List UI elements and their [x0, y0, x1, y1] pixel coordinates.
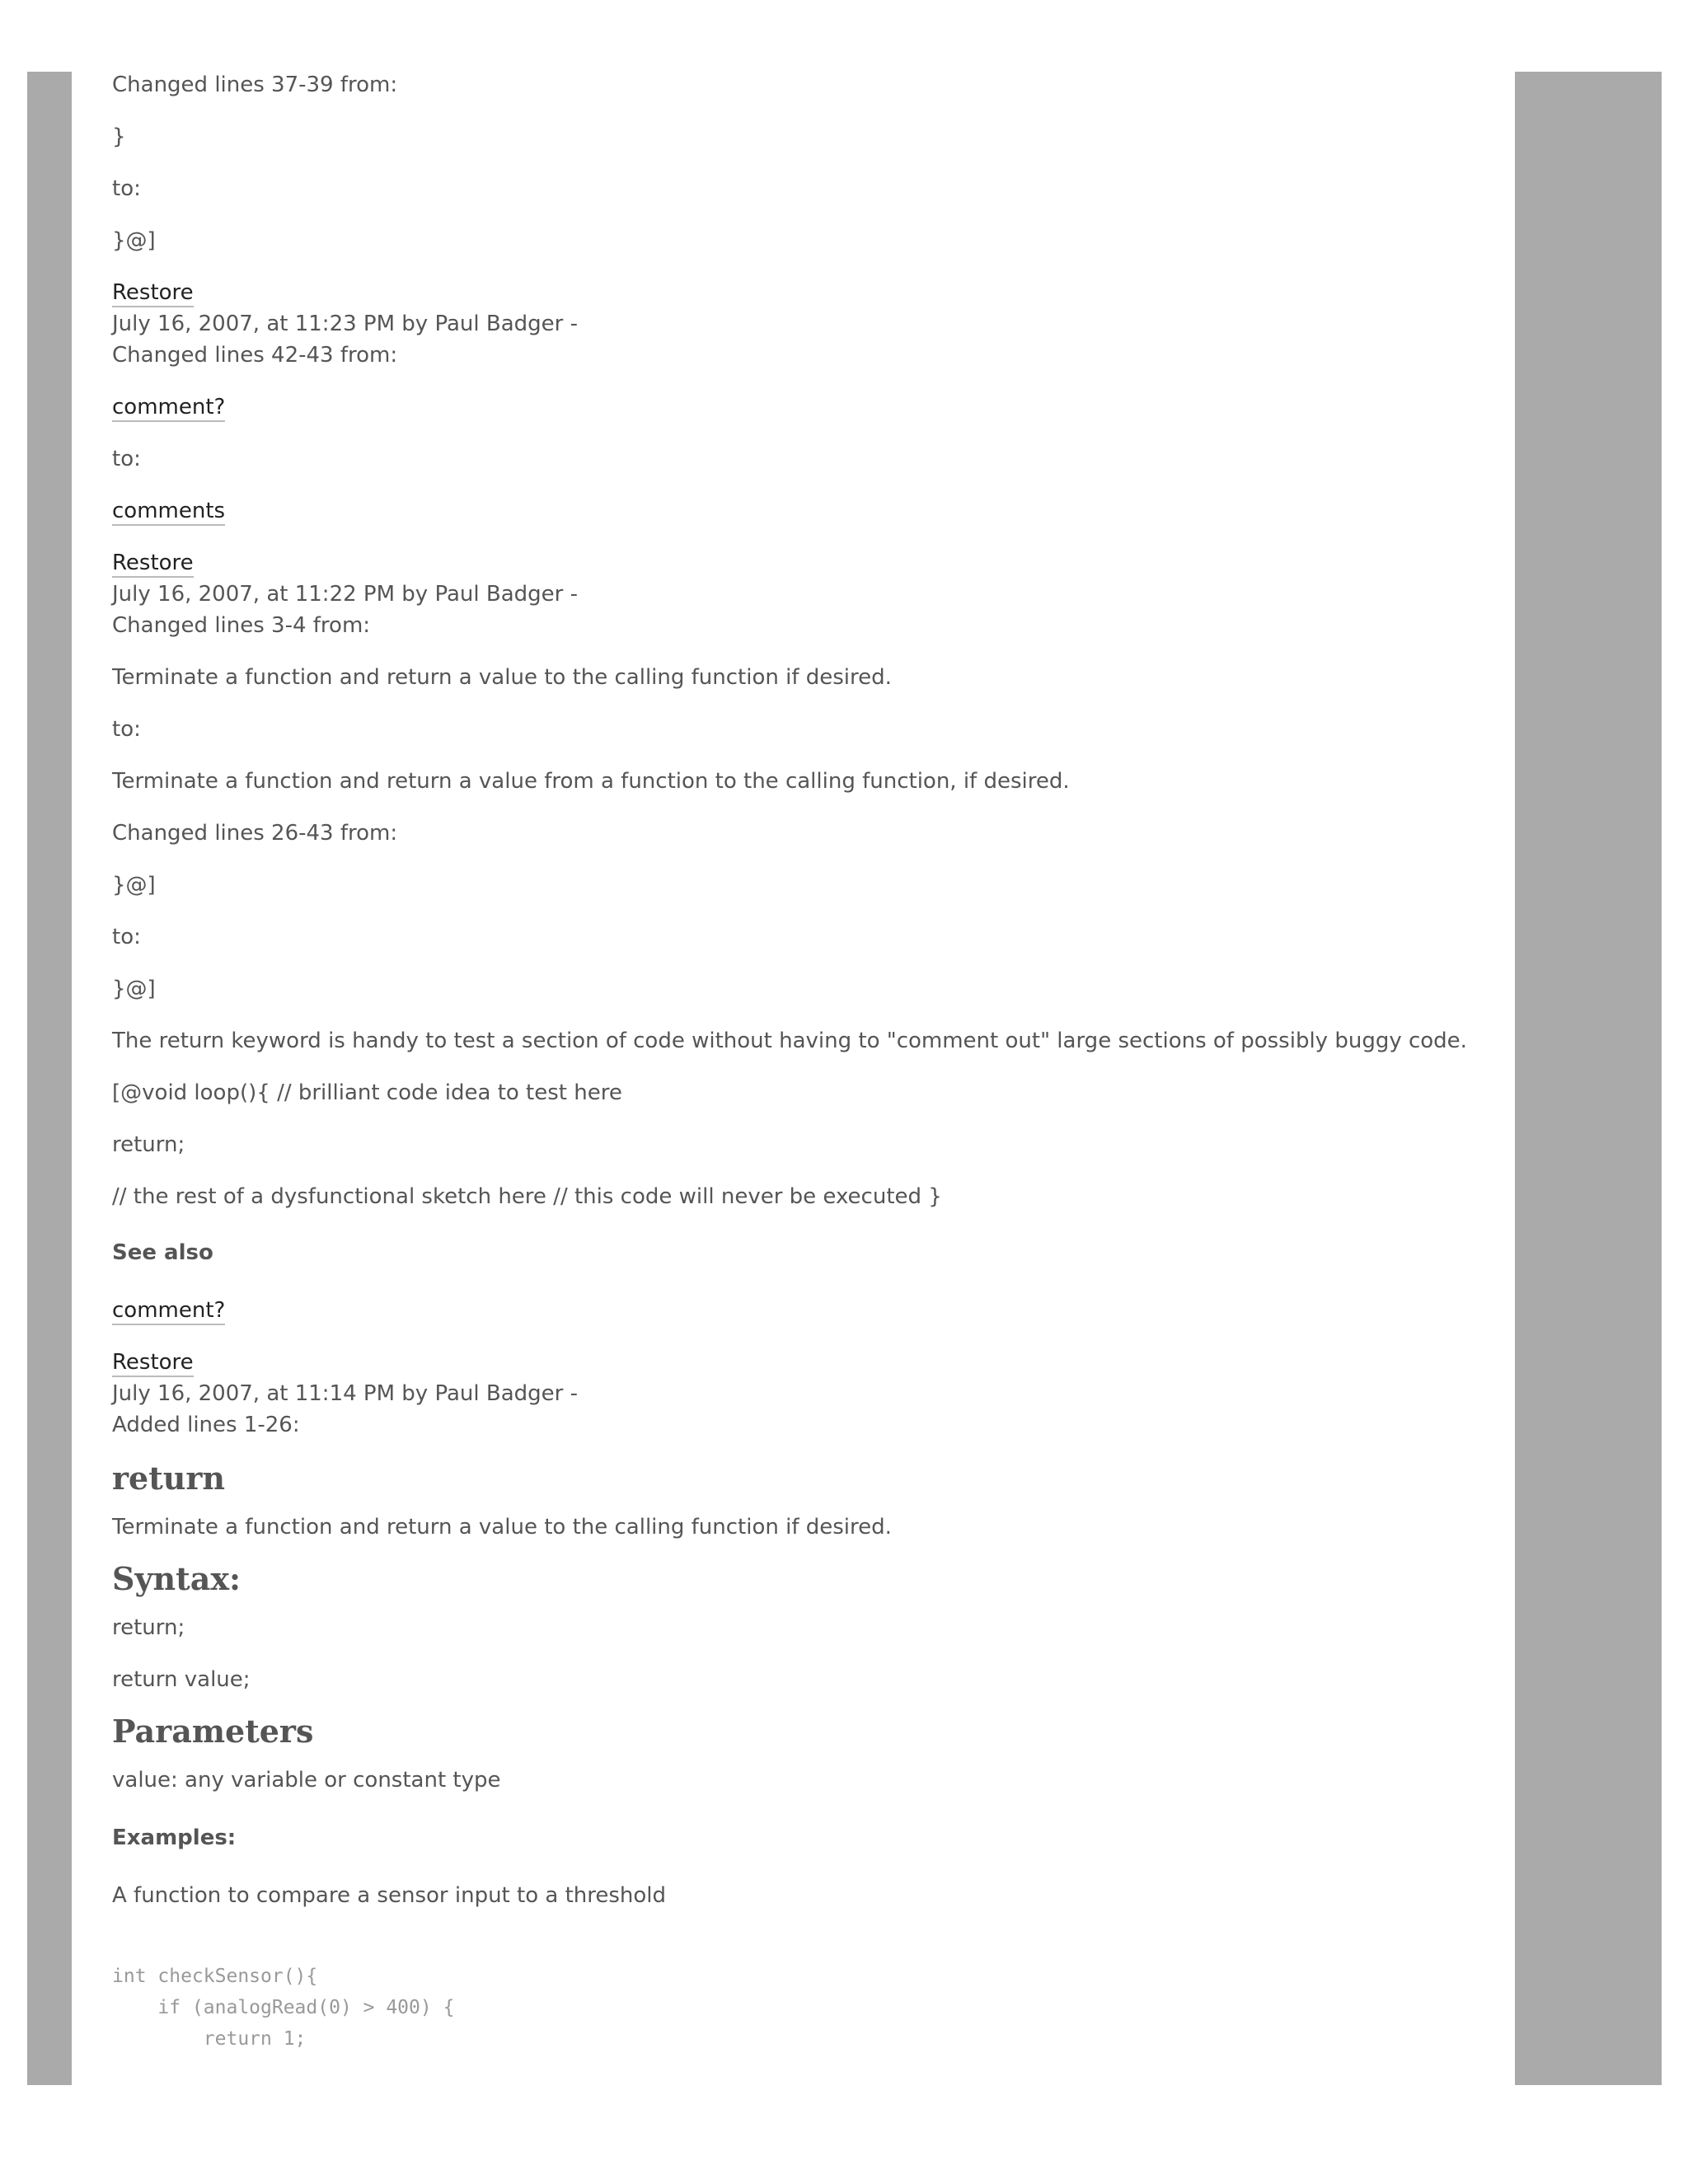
examples-heading: Examples:: [112, 1825, 237, 1850]
change-summary: Added lines 1-26:: [112, 1413, 300, 1437]
comment-link[interactable]: comment?: [112, 1298, 225, 1325]
parameters-heading: Parameters: [112, 1713, 314, 1750]
parameters-text: value: any variable or constant type: [112, 1768, 501, 1793]
diff-paragraph: The return keyword is handy to test a section of code without having to "comment out" large sections of possibly buggy code.: [112, 1029, 1467, 1053]
see-also-row: [112, 1295, 1480, 1326]
restore-link[interactable]: Restore: [112, 551, 194, 578]
diff-from-text: }: [112, 124, 126, 149]
see-also-heading: See also: [112, 1240, 213, 1265]
diff-to-text: }@]: [112, 977, 156, 1001]
diff-to-label: to:: [112, 447, 141, 471]
restore-row: [112, 1347, 1480, 1378]
diff-to-text: }@]: [112, 228, 156, 253]
diff-to-text: Terminate a function and return a value from a function to the calling function, if desired.: [112, 769, 1070, 794]
diff-from-row: [112, 391, 1480, 423]
syntax-line: return;: [112, 1615, 185, 1640]
restore-row: [112, 547, 1480, 579]
diff-to-label: to:: [112, 176, 141, 201]
comment-link[interactable]: comment?: [112, 395, 225, 422]
left-sidebar-bar: [27, 72, 72, 2085]
revision-meta: July 16, 2007, at 11:22 PM by Paul Badger -: [112, 582, 578, 607]
restore-row: [112, 277, 1480, 308]
reference-description: Terminate a function and return a value to the calling function if desired.: [112, 1515, 892, 1540]
diff-from-text: }@]: [112, 873, 156, 898]
change-summary: Changed lines 26-43 from:: [112, 821, 398, 846]
diff-code-line: [@void loop(){ // brilliant code idea to test here: [112, 1080, 622, 1105]
revision-meta: July 16, 2007, at 11:23 PM by Paul Badger -: [112, 312, 578, 336]
code-example: int checkSensor(){ if (analogRead(0) > 400) { return 1;: [112, 1966, 455, 2050]
change-summary: Changed lines 42-43 from:: [112, 343, 398, 368]
restore-link[interactable]: Restore: [112, 280, 194, 307]
diff-to-label: to:: [112, 925, 141, 949]
page-history-content: [112, 69, 1480, 2055]
restore-link[interactable]: Restore: [112, 1350, 194, 1377]
right-sidebar-bar: [1515, 72, 1662, 2085]
examples-text: A function to compare a sensor input to a threshold: [112, 1883, 667, 1908]
diff-to-row: [112, 495, 1480, 527]
comments-link[interactable]: comments: [112, 499, 225, 526]
change-summary: Changed lines 37-39 from:: [112, 73, 398, 97]
diff-to-label: to:: [112, 717, 141, 742]
revision-meta: July 16, 2007, at 11:14 PM by Paul Badger -: [112, 1381, 578, 1406]
diff-from-text: Terminate a function and return a value to the calling function if desired.: [112, 665, 892, 690]
diff-code-line: return;: [112, 1132, 185, 1157]
change-summary: Changed lines 3-4 from:: [112, 613, 371, 638]
syntax-heading: Syntax:: [112, 1560, 241, 1597]
syntax-line: return value;: [112, 1667, 251, 1692]
diff-code-line: // the rest of a dysfunctional sketch here // this code will never be executed }: [112, 1184, 942, 1209]
reference-title: return: [112, 1460, 226, 1497]
